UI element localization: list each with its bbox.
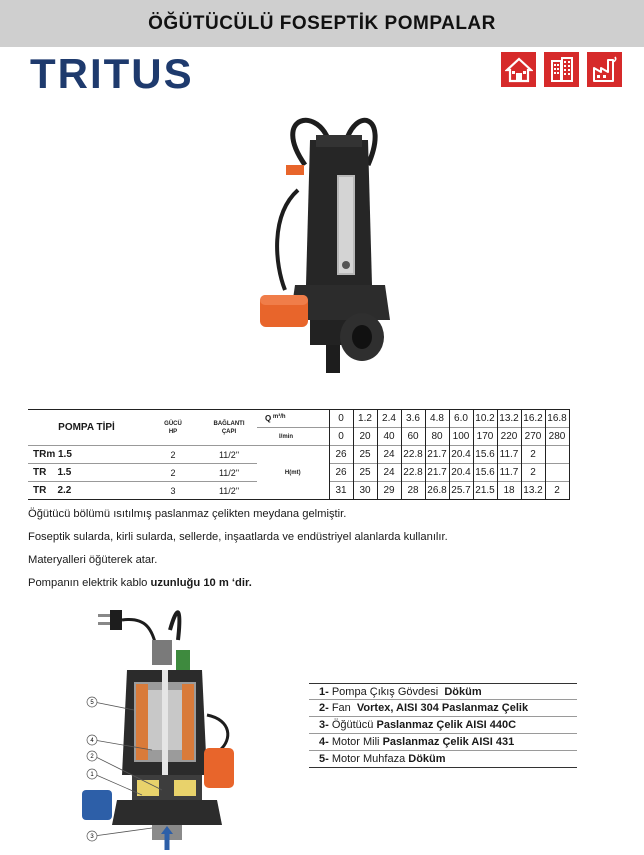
- application-icons: [501, 52, 622, 87]
- spec-table: [28, 409, 570, 500]
- page-title: ÖĞÜTÜCÜLÜ FOSEPTİK POMPALAR: [148, 12, 496, 34]
- flow-m3h: 13.2: [497, 410, 521, 428]
- flow-lmin: 80: [425, 428, 449, 446]
- brand-title: TRITUS: [30, 50, 194, 97]
- flow-m3h: 2.4: [377, 410, 401, 428]
- cutaway-diagram: [82, 600, 272, 850]
- list-item: 1- Pompa Çıkış Gövdesi Döküm: [309, 683, 577, 700]
- flow-lmin: 0: [329, 428, 353, 446]
- flow-lmin: 280: [545, 428, 569, 446]
- flow-m3h: 4.8: [425, 410, 449, 428]
- head-label: H(mt): [257, 446, 329, 500]
- flow-m3h: 0: [329, 410, 353, 428]
- flow-m3h: 16.8: [545, 410, 569, 428]
- list-item: 2- Fan Vortex, AISI 304 Paslanmaz Çelik: [309, 700, 577, 717]
- flow-lmin: 20: [353, 428, 377, 446]
- flow-lmin: 270: [521, 428, 545, 446]
- flow-m3h: 16.2: [521, 410, 545, 428]
- table-row: TR 2.2 3 11/2" 31 30 29 28 26.8 25.7 21.5 18 13.2 2: [28, 482, 569, 500]
- q-unit-label: Q m³/h: [257, 410, 329, 428]
- desc-line: Öğütücü bölümü ısıtılmış paslanmaz çelikten meydana gelmiştir.: [28, 508, 347, 520]
- callout-4: 4: [90, 738, 94, 744]
- list-item: 4- Motor Mili Paslanmaz Çelik AISI 431: [309, 734, 577, 751]
- flow-lmin: 60: [401, 428, 425, 446]
- factory-icon: [587, 52, 622, 87]
- flow-m3h: 3.6: [401, 410, 425, 428]
- flow-m3h: 1.2: [353, 410, 377, 428]
- flow-lmin: 40: [377, 428, 401, 446]
- col-power: GÜCÜ HP: [145, 410, 201, 446]
- description: [28, 503, 448, 595]
- col-pump-type: POMPA TİPİ: [28, 410, 145, 446]
- table-row: TRm 1.5 2 11/2" H(mt) 26 25 24 22.8 21.7 20.4 15.6 11.7 2: [28, 446, 569, 464]
- callout-1: 1: [90, 772, 94, 778]
- flow-m3h: 6.0: [449, 410, 473, 428]
- parts-list: [309, 683, 577, 768]
- building-icon: [544, 52, 579, 87]
- callout-5: 5: [90, 700, 94, 706]
- desc-line: Foseptik sularda, kirli sularda, sellerde, inşaatlarda ve endüstriyel alanlarda kullanılır.: [28, 531, 448, 543]
- flow-lmin: 170: [473, 428, 497, 446]
- pump-photo: [250, 105, 420, 385]
- table-row: TR 1.5 2 11/2" 26 25 24 22.8 21.7 20.4 15.6 11.7 2: [28, 464, 569, 482]
- callout-3: 3: [90, 834, 94, 840]
- q-unit-lmin: l/min: [257, 428, 329, 446]
- flow-m3h: 10.2: [473, 410, 497, 428]
- callout-2: 2: [90, 754, 94, 760]
- house-icon: [501, 52, 536, 87]
- col-connection: BAĞLANTI ÇAPI: [201, 410, 257, 446]
- flow-lmin: 100: [449, 428, 473, 446]
- list-item: 5- Motor Muhfaza Döküm: [309, 751, 577, 768]
- flow-lmin: 220: [497, 428, 521, 446]
- list-item: 3- Öğütücü Paslanmaz Çelik AISI 440C: [309, 717, 577, 734]
- desc-line: Materyalleri öğüterek atar.: [28, 554, 158, 566]
- header-bar: [0, 0, 644, 47]
- desc-line: Pompanın elektrik kablo uzunluğu 10 m ‘dir.: [28, 577, 252, 589]
